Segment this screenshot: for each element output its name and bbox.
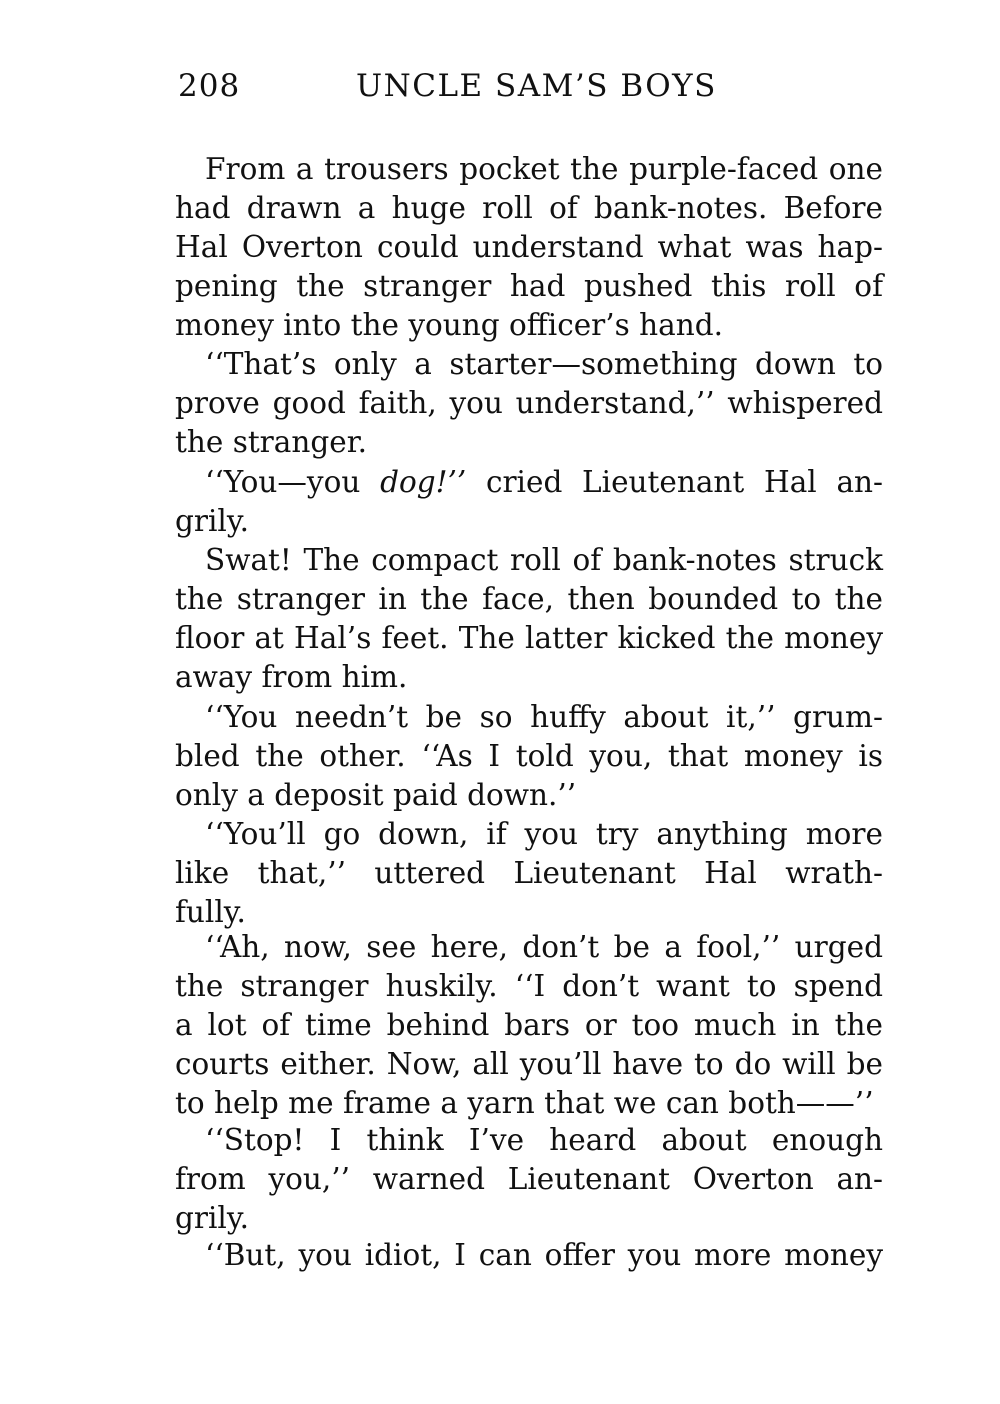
text-line: floor at Hal’s feet. The latter kicked the money <box>175 621 883 655</box>
text-line: ‘‘That’s only a starter—something down to <box>205 347 883 381</box>
text-line: only a deposit paid down.’’ <box>175 778 577 812</box>
running-title: UNCLE SAM’S BOYS <box>356 68 717 104</box>
text-line: Swat! The compact roll of bank-notes struck <box>205 543 883 577</box>
text-line: prove good faith, you understand,’’ whispered <box>175 386 883 420</box>
text-line: ‘‘Stop! I think I’ve heard about enough <box>205 1123 883 1157</box>
text-line: like that,’’ uttered Lieutenant Hal wrath- <box>175 856 883 890</box>
text-line: money into the young officer’s hand. <box>175 308 724 342</box>
text-line: pening the stranger had pushed this roll of <box>175 269 883 303</box>
text-line: had drawn a huge roll of bank-notes. Before <box>175 191 883 225</box>
text-line: the stranger. <box>175 425 367 459</box>
text-line <box>175 463 883 501</box>
text-line: ‘‘You needn’t be so huffy about it,’’ grum- <box>205 700 883 734</box>
text-line: to help me frame a yarn that we can both——’’ <box>175 1086 874 1120</box>
text-line: the stranger in the face, then bounded to the <box>175 582 883 616</box>
text-line: From a trousers pocket the purple-faced one <box>205 152 883 186</box>
running-head <box>178 68 888 112</box>
text-line: grily. <box>175 1201 249 1235</box>
text-line: Hal Overton could understand what was hap- <box>175 230 883 264</box>
text-line: bled the other. ‘‘As I told you, that money is <box>175 739 883 773</box>
text-line: from you,’’ warned Lieutenant Overton an- <box>175 1162 883 1196</box>
text-line: fully. <box>175 895 246 929</box>
text-line: the stranger huskily. ‘‘I don’t want to spend <box>175 969 883 1003</box>
text-line: ‘‘But, you idiot, I can offer you more money <box>205 1238 883 1272</box>
text-segment-italic: dog!’’ <box>380 465 467 499</box>
text-line: away from him. <box>175 660 408 694</box>
text-segment: cried Lieutenant Hal an- <box>485 465 883 499</box>
page-number: 208 <box>178 68 241 104</box>
text-line: ‘‘You’ll go down, if you try anything more <box>205 817 883 851</box>
text-line: ‘‘Ah, now, see here, don’t be a fool,’’ urged <box>205 930 883 964</box>
text-segment: ‘‘You—you <box>205 465 361 499</box>
text-line: a lot of time behind bars or too much in the <box>175 1008 883 1042</box>
text-line: grily. <box>175 504 249 538</box>
text-line: courts either. Now, all you’ll have to do will be <box>175 1047 883 1081</box>
